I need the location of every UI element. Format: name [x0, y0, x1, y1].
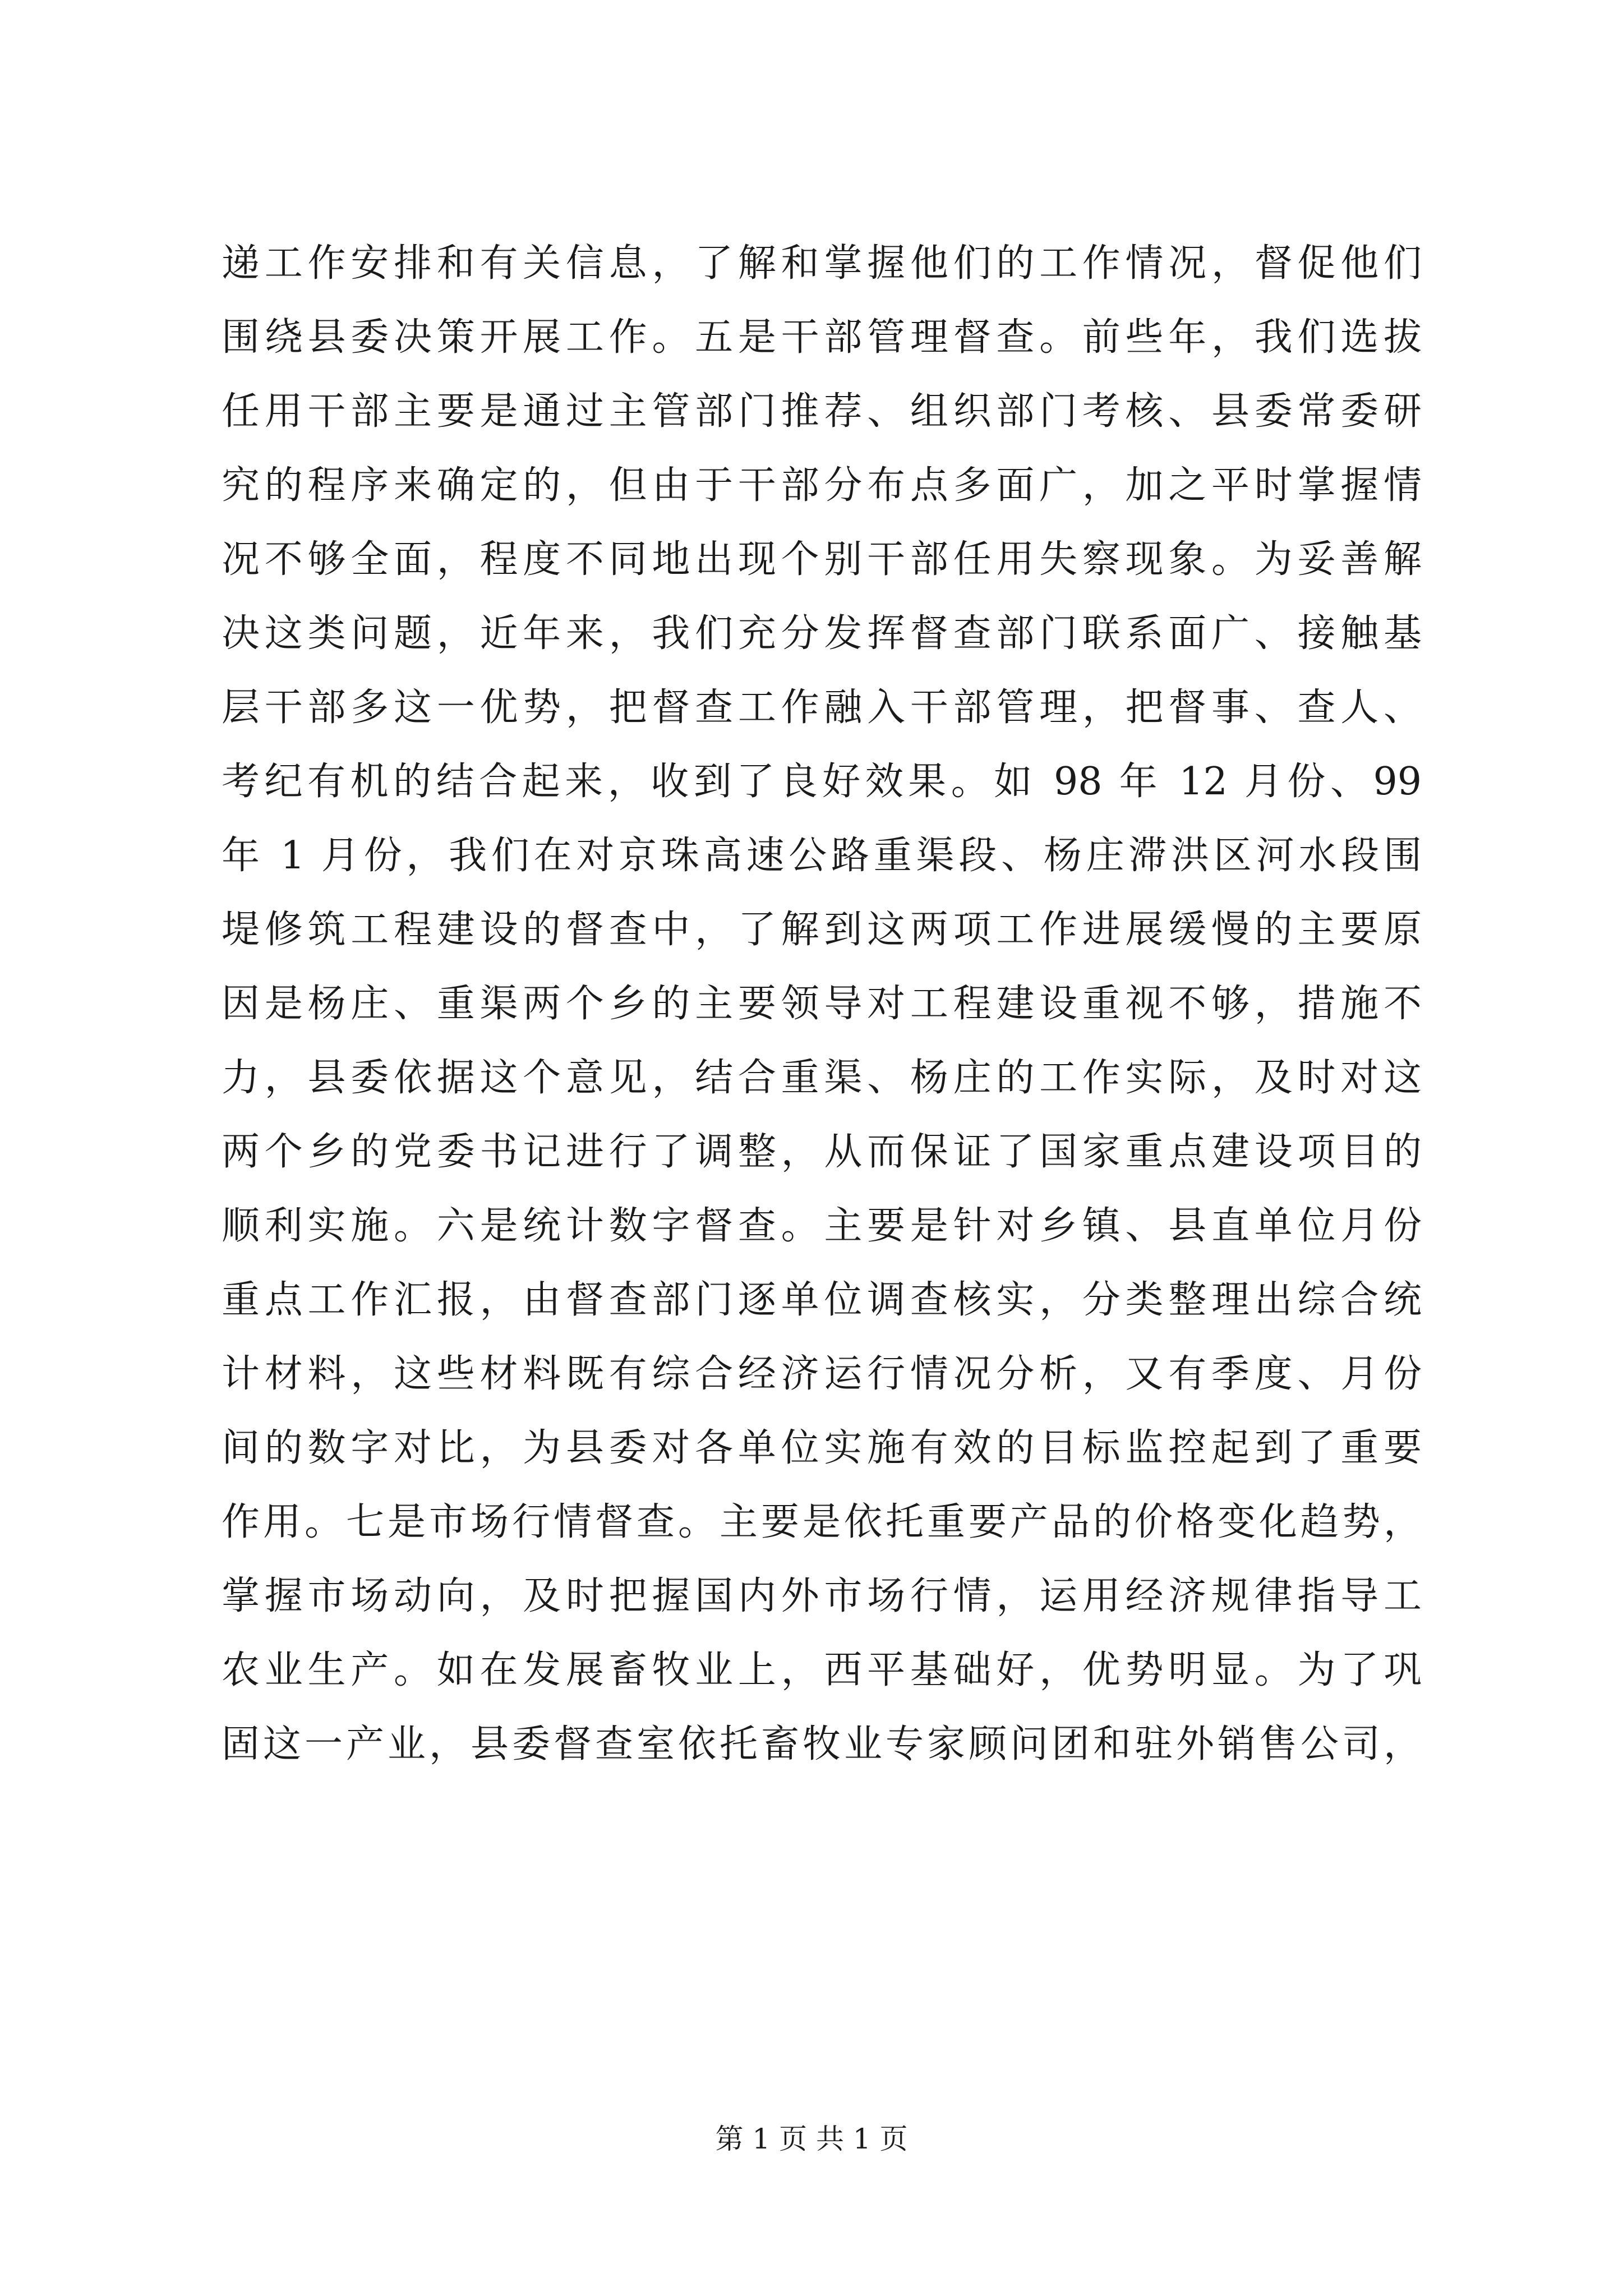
text-line-5: 况不够全面，程度不同地出现个别干部任用失察现象。为妥善解 [222, 537, 1422, 582]
text-line-7: 层干部多这一优势，把督查工作融入干部管理，把督事、查人、 [222, 685, 1422, 730]
text-line-8: 考纪有机的结合起来，收到了良好效果。如 98 年 12 月份、99 [222, 760, 1422, 804]
text-line-21: 固这一产业，县委督查室依托畜牧业专家顾问团和驻外销售公司， [222, 1722, 1422, 1766]
text-line-18: 作用。七是市场行情督查。主要是依托重要产品的价格变化趋势， [222, 1500, 1422, 1544]
text-line-4: 究的程序来确定的，但由于干部分布点多面广，加之平时掌握情 [222, 463, 1422, 508]
text-line-20: 农业生产。如在发展畜牧业上，西平基础好，优势明显。为了巩 [222, 1648, 1422, 1692]
text-line-10: 堤修筑工程建设的督查中，了解到这两项工作进展缓慢的主要原 [222, 908, 1422, 952]
body-text [222, 227, 1422, 1782]
text-line-19: 掌握市场动向，及时把握国内外市场行情，运用经济规律指导工 [222, 1574, 1422, 1618]
text-line-15: 重点工作汇报，由督查部门逐单位调查核实，分类整理出综合统 [222, 1278, 1422, 1322]
text-line-9: 年 1 月份，我们在对京珠高速公路重渠段、杨庄滞洪区河水段围 [222, 834, 1422, 878]
text-line-16: 计材料，这些材料既有综合经济运行情况分析，又有季度、月份 [222, 1352, 1422, 1396]
text-line-12: 力，县委依据这个意见，结合重渠、杨庄的工作实际，及时对这 [222, 1056, 1422, 1100]
text-line-6: 决这类问题，近年来，我们充分发挥督查部门联系面广、接触基 [222, 611, 1422, 656]
text-line-2: 围绕县委决策开展工作。五是干部管理督查。前些年，我们选拔 [222, 315, 1422, 360]
text-line-13: 两个乡的党委书记进行了调整，从而保证了国家重点建设项目的 [222, 1130, 1422, 1174]
text-line-14: 顺利实施。六是统计数字督查。主要是针对乡镇、县直单位月份 [222, 1204, 1422, 1248]
text-line-1: 递工作安排和有关信息，了解和掌握他们的工作情况，督促他们 [222, 241, 1422, 286]
text-line-3: 任用干部主要是通过主管部门推荐、组织部门考核、县委常委研 [222, 389, 1422, 434]
page-footer: 第 1 页 共 1 页 [715, 2123, 908, 2155]
text-line-17: 间的数字对比，为县委对各单位实施有效的目标监控起到了重要 [222, 1426, 1422, 1470]
text-line-11: 因是杨庄、重渠两个乡的主要领导对工程建设重视不够，措施不 [222, 982, 1422, 1026]
